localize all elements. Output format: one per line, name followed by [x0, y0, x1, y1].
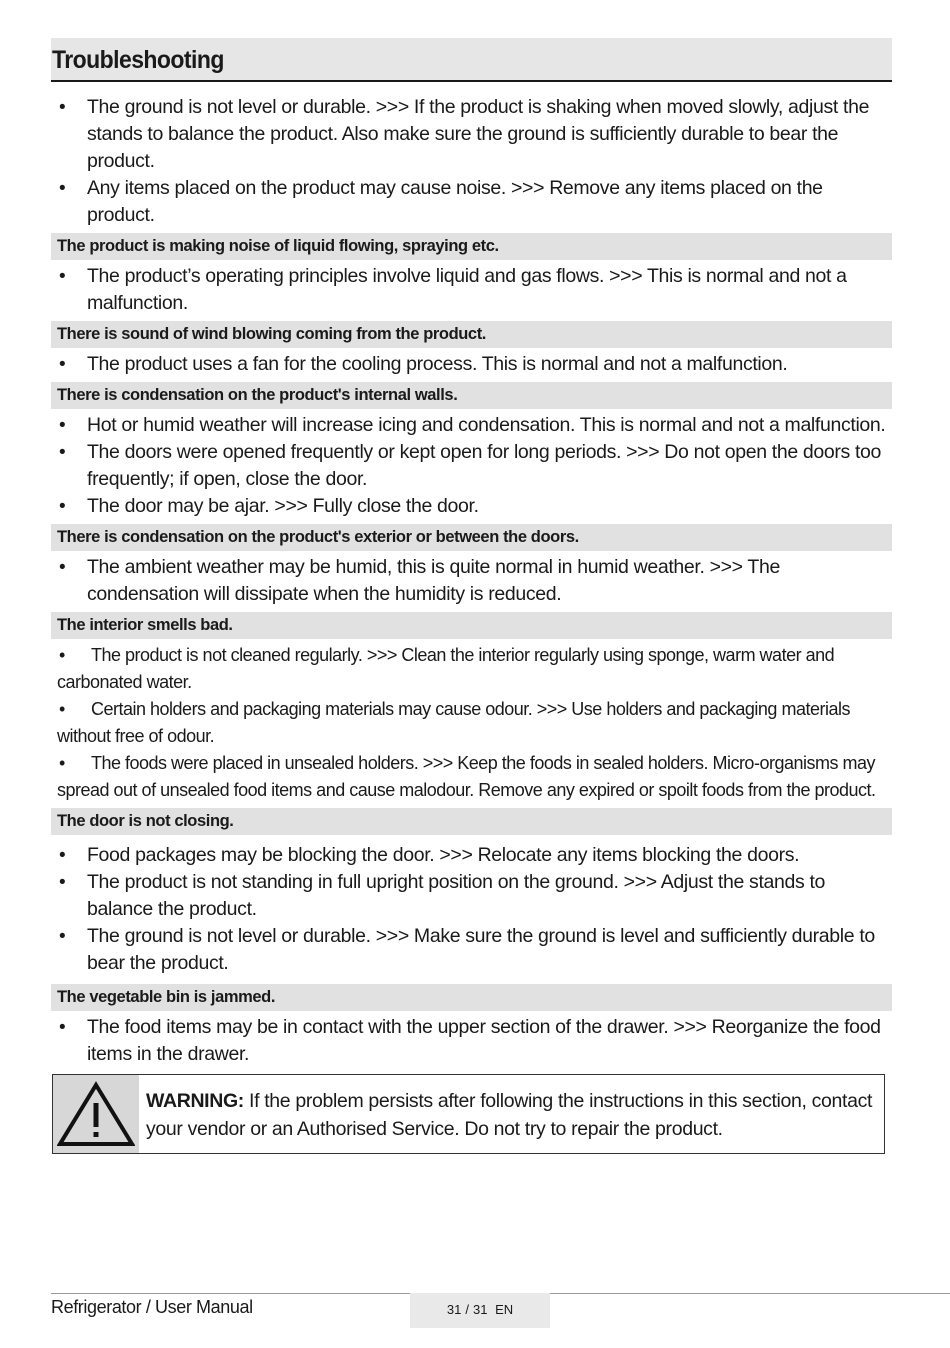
section-heading-bad-smell: The interior smells bad.: [51, 612, 892, 639]
section-heading-door-not-closing: The door is not closing.: [51, 808, 892, 835]
warning-text-block: [146, 1087, 876, 1143]
bullet-list: [51, 554, 892, 608]
list-item-text: The foods were placed in unsealed holders. >>> Keep the foods in sealed holders. Micro-organisms may spread out of unsealed food items and cause malodour. Remove any expired or spoilt foods from the product.: [57, 753, 876, 800]
section-heading-internal-condensation: There is condensation on the product's internal walls.: [51, 382, 892, 409]
bullet-list: [51, 263, 892, 317]
section-heading-exterior-condensation: There is condensation on the product's exterior or between the doors.: [51, 524, 892, 551]
paragraph-list: [51, 642, 892, 804]
footer-document-name: Refrigerator / User Manual: [51, 1297, 253, 1317]
page-total: 31: [472, 1302, 488, 1317]
warning-triangle-icon: [57, 1081, 135, 1147]
bullet-list: [51, 412, 892, 520]
list-item: • The product is not standing in full upright position on the ground. >>> Adjust the stands to balance the product.: [51, 869, 892, 923]
list-item: • The product’s operating principles involve liquid and gas flows. >>> This is normal and not a malfunction.: [51, 263, 892, 317]
warning-label: WARNING:: [146, 1090, 244, 1112]
section-heading-wind-sound: There is sound of wind blowing coming from the product.: [51, 321, 892, 348]
footer-page-indicator: [410, 1293, 550, 1328]
list-item: • Food packages may be blocking the door. >>> Relocate any items blocking the doors.: [51, 842, 892, 869]
bullet-list: [51, 351, 892, 378]
page-language: EN: [495, 1302, 514, 1317]
page-separator: /: [465, 1302, 469, 1317]
list-item: • The ground is not level or durable. >>> Make sure the ground is level and sufficiently durable to bear the product.: [51, 923, 892, 977]
list-item: • The door may be ajar. >>> Fully close the door.: [51, 493, 892, 520]
list-item: • The ground is not level or durable. >>> If the product is shaking when moved slowly, adjust the stands to balance the product. Also make sure the ground is sufficiently durable to bear the product.: [51, 94, 892, 175]
list-item: [51, 750, 892, 804]
list-item-text: Certain holders and packaging materials may cause odour. >>> Use holders and packaging materials without free of odour.: [57, 699, 850, 746]
title-bar: [51, 38, 892, 82]
list-item: [51, 642, 892, 696]
bullet-dot: •: [59, 645, 65, 665]
warning-icon-cell: [53, 1075, 139, 1153]
intro-bullet-list: [51, 94, 892, 229]
list-item: • The ambient weather may be humid, this is quite normal in humid weather. >>> The condensation will dissipate when the humidity is reduced.: [51, 554, 892, 608]
bullet-dot: •: [59, 699, 65, 719]
section-heading-liquid-noise: The product is making noise of liquid flowing, spraying etc.: [51, 233, 892, 260]
warning-message: If the problem persists after following the instructions in this section, contact your vendor or an Authorised Service. Do not try to repair the product.: [146, 1090, 873, 1140]
page-current: 31: [446, 1302, 462, 1317]
list-item: • The product uses a fan for the cooling process. This is normal and not a malfunction.: [51, 351, 892, 378]
warning-box: [52, 1074, 885, 1154]
list-item: [51, 696, 892, 750]
list-item: • Hot or humid weather will increase icing and condensation. This is normal and not a malfunction.: [51, 412, 892, 439]
list-item: • Any items placed on the product may cause noise. >>> Remove any items placed on the product.: [51, 175, 892, 229]
bullet-list: [51, 1014, 892, 1068]
troubleshooting-content: [51, 94, 892, 1068]
bullet-dot: •: [59, 753, 65, 773]
bullet-list: [51, 842, 892, 977]
list-item: • The doors were opened frequently or kept open for long periods. >>> Do not open the doors too frequently; if open, close the door.: [51, 439, 892, 493]
section-heading-vegetable-bin: The vegetable bin is jammed.: [51, 984, 892, 1011]
list-item-text: The product is not cleaned regularly. >>> Clean the interior regularly using sponge, warm water and carbonated water.: [57, 645, 835, 692]
list-item: • The food items may be in contact with the upper section of the drawer. >>> Reorganize the food items in the drawer.: [51, 1014, 892, 1068]
page-title: Troubleshooting: [52, 46, 224, 74]
